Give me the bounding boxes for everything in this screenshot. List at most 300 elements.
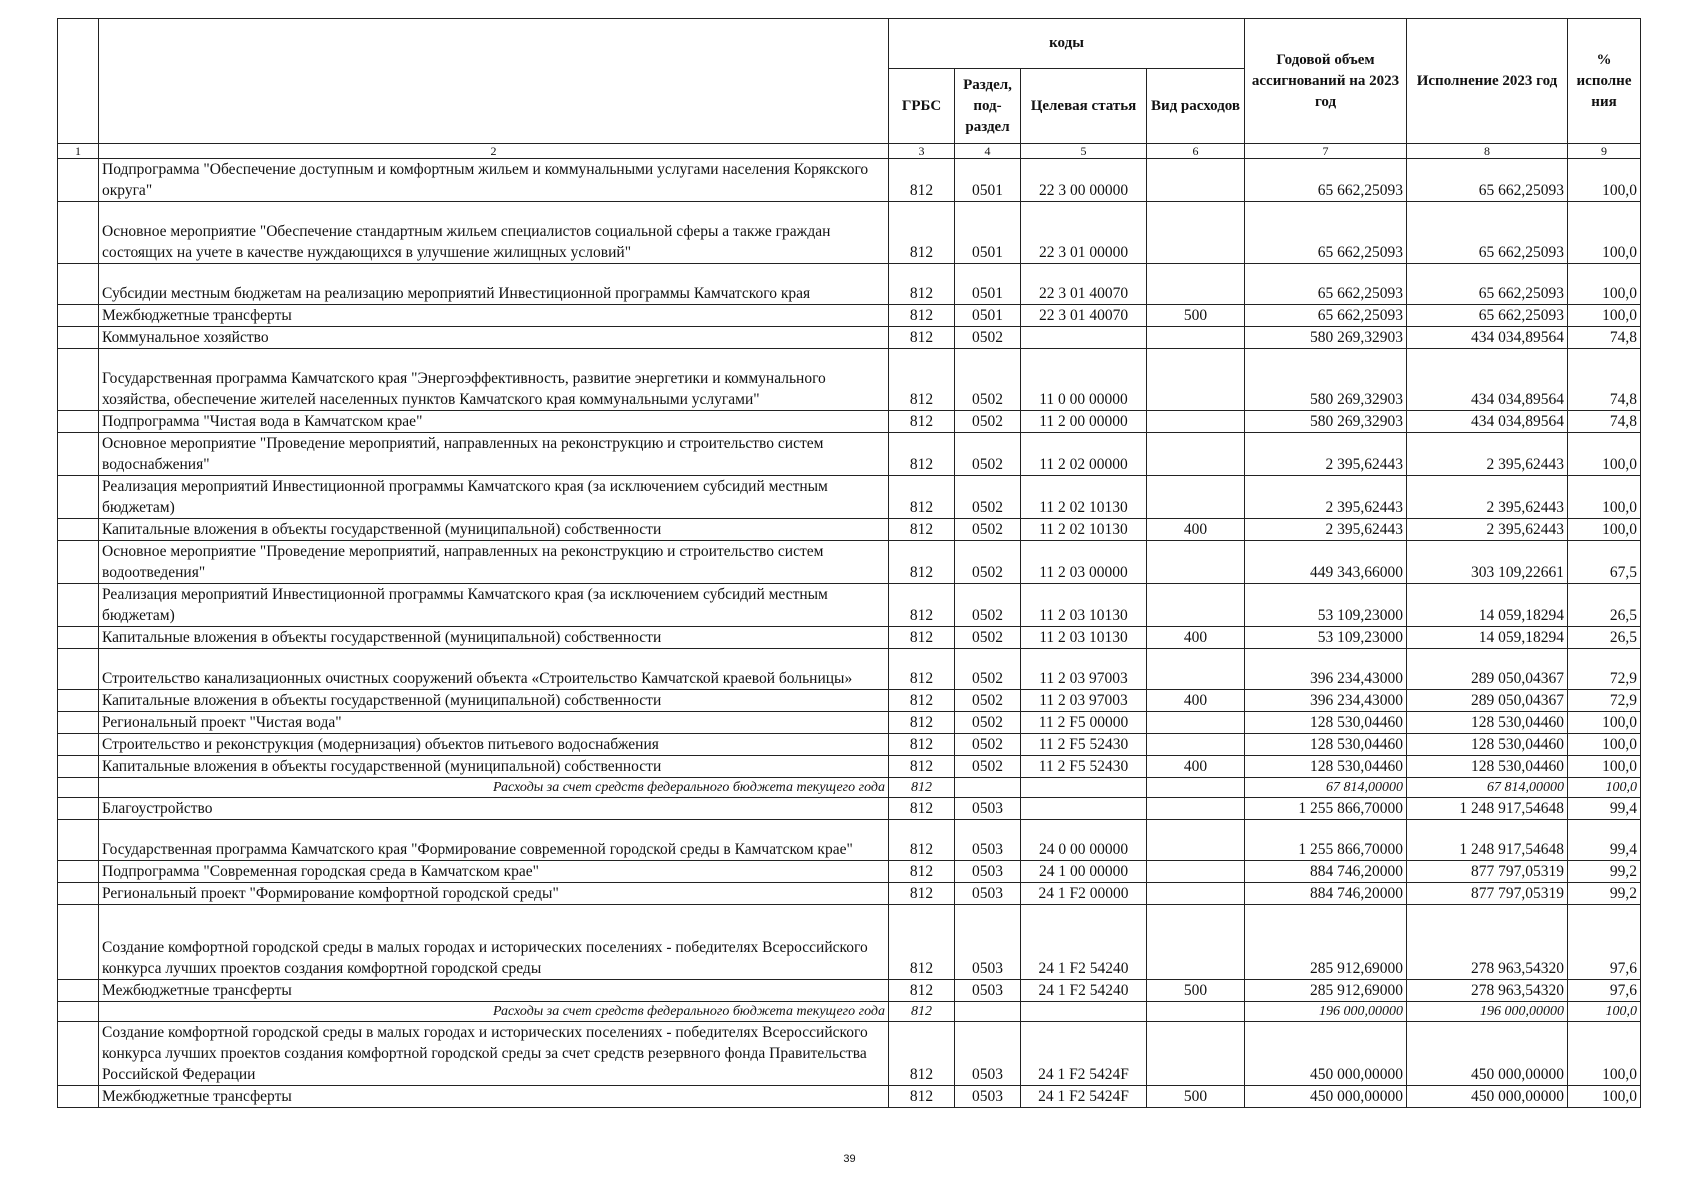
row-section: 0503 xyxy=(955,861,1021,883)
row-target-article: 11 2 F5 52430 xyxy=(1021,734,1147,756)
table-row xyxy=(58,905,1641,980)
row-name: Основное мероприятие "Проведение мероприятий, направленных на реконструкцию и строительство систем водоотведения" xyxy=(99,541,889,584)
row-annual-volume: 2 395,62443 xyxy=(1245,433,1407,476)
table-row xyxy=(58,519,1641,541)
row-section: 0502 xyxy=(955,756,1021,778)
row-percent: 100,0 xyxy=(1568,264,1641,305)
row-index-cell xyxy=(58,756,99,778)
row-execution: 128 530,04460 xyxy=(1407,756,1568,778)
row-section: 0503 xyxy=(955,883,1021,905)
row-expense-type xyxy=(1147,1022,1245,1086)
row-index-cell xyxy=(58,980,99,1002)
row-grbs: 812 xyxy=(889,433,955,476)
row-section: 0502 xyxy=(955,519,1021,541)
row-section: 0502 xyxy=(955,433,1021,476)
row-annual-volume: 396 234,43000 xyxy=(1245,649,1407,690)
row-target-article xyxy=(1021,778,1147,798)
row-section: 0502 xyxy=(955,690,1021,712)
header-target-article: Целевая статья xyxy=(1021,69,1147,144)
row-index-cell xyxy=(58,649,99,690)
row-annual-volume: 450 000,00000 xyxy=(1245,1086,1407,1108)
row-name: Создание комфортной городской среды в малых городах и исторических поселениях - победителях Всероссийского конкурса лучших проектов создания комфортной городской среды xyxy=(99,905,889,980)
row-name: Расходы за счет средств федерального бюджета текущего года xyxy=(99,778,889,798)
row-target-article: 22 3 01 40070 xyxy=(1021,264,1147,305)
row-expense-type xyxy=(1147,584,1245,627)
row-execution: 67 814,00000 xyxy=(1407,778,1568,798)
row-percent: 100,0 xyxy=(1568,159,1641,202)
row-name: Реализация мероприятий Инвестиционной программы Камчатского края (за исключением субсидий местным бюджетам) xyxy=(99,476,889,519)
row-index-cell xyxy=(58,202,99,264)
row-section: 0502 xyxy=(955,327,1021,349)
row-index-cell xyxy=(58,1002,99,1022)
header-percent: % исполне ния xyxy=(1568,19,1641,144)
row-grbs: 812 xyxy=(889,1086,955,1108)
row-target-article: 24 1 F2 5424F xyxy=(1021,1086,1147,1108)
row-expense-type xyxy=(1147,734,1245,756)
row-expense-type xyxy=(1147,820,1245,861)
row-expense-type xyxy=(1147,861,1245,883)
row-target-article: 24 1 F2 54240 xyxy=(1021,905,1147,980)
row-target-article: 11 0 00 00000 xyxy=(1021,349,1147,411)
header-annual-volume: Годовой объем ассигнований на 2023 год xyxy=(1245,19,1407,144)
row-annual-volume: 580 269,32903 xyxy=(1245,327,1407,349)
row-execution: 128 530,04460 xyxy=(1407,734,1568,756)
row-section: 0502 xyxy=(955,712,1021,734)
row-expense-type xyxy=(1147,476,1245,519)
row-execution: 65 662,25093 xyxy=(1407,264,1568,305)
row-percent: 99,4 xyxy=(1568,820,1641,861)
row-annual-volume: 285 912,69000 xyxy=(1245,905,1407,980)
row-expense-type xyxy=(1147,541,1245,584)
row-expense-type: 400 xyxy=(1147,756,1245,778)
row-index-cell xyxy=(58,584,99,627)
table-row xyxy=(58,734,1641,756)
row-execution: 877 797,05319 xyxy=(1407,883,1568,905)
row-grbs: 812 xyxy=(889,734,955,756)
row-grbs: 812 xyxy=(889,159,955,202)
table-row xyxy=(58,649,1641,690)
row-name: Капитальные вложения в объекты государственной (муниципальной) собственности xyxy=(99,519,889,541)
header-blank-1 xyxy=(58,19,99,144)
row-execution: 450 000,00000 xyxy=(1407,1086,1568,1108)
row-percent: 74,8 xyxy=(1568,349,1641,411)
row-name: Расходы за счет средств федерального бюджета текущего года xyxy=(99,1002,889,1022)
row-annual-volume: 65 662,25093 xyxy=(1245,159,1407,202)
row-name: Капитальные вложения в объекты государственной (муниципальной) собственности xyxy=(99,756,889,778)
row-expense-type xyxy=(1147,159,1245,202)
row-annual-volume: 396 234,43000 xyxy=(1245,690,1407,712)
header-section: Раздел, под-раздел xyxy=(955,69,1021,144)
row-section: 0503 xyxy=(955,798,1021,820)
row-section: 0502 xyxy=(955,734,1021,756)
row-index-cell xyxy=(58,778,99,798)
row-index-cell xyxy=(58,627,99,649)
row-expense-type: 400 xyxy=(1147,690,1245,712)
row-section: 0502 xyxy=(955,411,1021,433)
row-expense-type xyxy=(1147,778,1245,798)
row-grbs: 812 xyxy=(889,649,955,690)
row-target-article: 11 2 03 97003 xyxy=(1021,690,1147,712)
row-annual-volume: 1 255 866,70000 xyxy=(1245,798,1407,820)
row-execution: 303 109,22661 xyxy=(1407,541,1568,584)
row-target-article: 11 2 00 00000 xyxy=(1021,411,1147,433)
table-body xyxy=(58,159,1641,1108)
row-index-cell xyxy=(58,476,99,519)
row-expense-type xyxy=(1147,411,1245,433)
row-execution: 14 059,18294 xyxy=(1407,627,1568,649)
row-execution: 289 050,04367 xyxy=(1407,690,1568,712)
row-name: Подпрограмма "Современная городская среда в Камчатском крае" xyxy=(99,861,889,883)
row-annual-volume: 1 255 866,70000 xyxy=(1245,820,1407,861)
table-row xyxy=(58,349,1641,411)
row-grbs: 812 xyxy=(889,476,955,519)
header-blank-2 xyxy=(99,19,889,144)
row-expense-type xyxy=(1147,349,1245,411)
row-execution: 65 662,25093 xyxy=(1407,305,1568,327)
row-percent: 74,8 xyxy=(1568,327,1641,349)
row-annual-volume: 580 269,32903 xyxy=(1245,411,1407,433)
row-percent: 72,9 xyxy=(1568,649,1641,690)
row-execution: 877 797,05319 xyxy=(1407,861,1568,883)
row-target-article: 24 1 00 00000 xyxy=(1021,861,1147,883)
row-section: 0502 xyxy=(955,476,1021,519)
table-row xyxy=(58,305,1641,327)
row-name: Государственная программа Камчатского края "Энергоэффективность, развитие энергетики и коммунального хозяйства, обеспечение жителей населенных пунктов Камчатского края коммунальными услугами" xyxy=(99,349,889,411)
table-row xyxy=(58,264,1641,305)
table-row xyxy=(58,327,1641,349)
row-execution: 278 963,54320 xyxy=(1407,905,1568,980)
table-row xyxy=(58,433,1641,476)
table-row xyxy=(58,202,1641,264)
row-expense-type xyxy=(1147,202,1245,264)
row-target-article: 22 3 01 00000 xyxy=(1021,202,1147,264)
column-number: 8 xyxy=(1407,144,1568,159)
table-row xyxy=(58,798,1641,820)
column-number: 7 xyxy=(1245,144,1407,159)
row-percent: 100,0 xyxy=(1568,305,1641,327)
row-name: Региональный проект "Чистая вода" xyxy=(99,712,889,734)
row-grbs: 812 xyxy=(889,883,955,905)
row-grbs: 812 xyxy=(889,820,955,861)
row-index-cell xyxy=(58,861,99,883)
row-execution: 2 395,62443 xyxy=(1407,433,1568,476)
row-target-article: 24 1 F2 00000 xyxy=(1021,883,1147,905)
row-index-cell xyxy=(58,883,99,905)
row-target-article: 22 3 01 40070 xyxy=(1021,305,1147,327)
row-name: Подпрограмма "Чистая вода в Камчатском крае" xyxy=(99,411,889,433)
row-name: Основное мероприятие "Проведение мероприятий, направленных на реконструкцию и строительство систем водоснабжения" xyxy=(99,433,889,476)
row-grbs: 812 xyxy=(889,327,955,349)
row-percent: 100,0 xyxy=(1568,1002,1641,1022)
table-row xyxy=(58,756,1641,778)
row-name: Капитальные вложения в объекты государственной (муниципальной) собственности xyxy=(99,627,889,649)
header-expense-type: Вид расходов xyxy=(1147,69,1245,144)
row-section: 0501 xyxy=(955,305,1021,327)
row-annual-volume: 65 662,25093 xyxy=(1245,305,1407,327)
row-target-article xyxy=(1021,1002,1147,1022)
row-percent: 26,5 xyxy=(1568,584,1641,627)
header-execution: Исполнение 2023 год xyxy=(1407,19,1568,144)
row-expense-type xyxy=(1147,712,1245,734)
budget-execution-table xyxy=(57,18,1641,1108)
header-grbs: ГРБС xyxy=(889,69,955,144)
row-target-article: 11 2 03 10130 xyxy=(1021,627,1147,649)
row-annual-volume: 449 343,66000 xyxy=(1245,541,1407,584)
row-name: Строительство канализационных очистных сооружений объекта «Строительство Камчатской краевой больницы» xyxy=(99,649,889,690)
row-grbs: 812 xyxy=(889,584,955,627)
row-target-article: 24 0 00 00000 xyxy=(1021,820,1147,861)
row-name: Коммунальное хозяйство xyxy=(99,327,889,349)
row-expense-type xyxy=(1147,1002,1245,1022)
row-expense-type xyxy=(1147,327,1245,349)
row-annual-volume: 128 530,04460 xyxy=(1245,712,1407,734)
row-annual-volume: 53 109,23000 xyxy=(1245,627,1407,649)
row-name: Основное мероприятие "Обеспечение стандартным жильем специалистов социальной сферы а также граждан состоящих на учете в качестве нуждающихся в улучшение жилищных условий" xyxy=(99,202,889,264)
table-row xyxy=(58,980,1641,1002)
row-annual-volume: 580 269,32903 xyxy=(1245,349,1407,411)
row-execution: 289 050,04367 xyxy=(1407,649,1568,690)
row-target-article: 11 2 03 00000 xyxy=(1021,541,1147,584)
row-annual-volume: 53 109,23000 xyxy=(1245,584,1407,627)
budget-table-sheet xyxy=(57,18,1640,1108)
column-number-row xyxy=(58,144,1641,159)
row-grbs: 812 xyxy=(889,756,955,778)
row-grbs: 812 xyxy=(889,778,955,798)
table-row xyxy=(58,411,1641,433)
row-target-article xyxy=(1021,798,1147,820)
row-annual-volume: 128 530,04460 xyxy=(1245,756,1407,778)
row-name: Межбюджетные трансферты xyxy=(99,1086,889,1108)
row-name: Реализация мероприятий Инвестиционной программы Камчатского края (за исключением субсидий местным бюджетам) xyxy=(99,584,889,627)
row-name: Межбюджетные трансферты xyxy=(99,980,889,1002)
row-annual-volume: 65 662,25093 xyxy=(1245,264,1407,305)
row-index-cell xyxy=(58,159,99,202)
row-target-article: 11 2 F5 00000 xyxy=(1021,712,1147,734)
row-section: 0502 xyxy=(955,349,1021,411)
row-name: Государственная программа Камчатского края "Формирование современной городской среды в Камчатском крае" xyxy=(99,820,889,861)
row-annual-volume: 196 000,00000 xyxy=(1245,1002,1407,1022)
row-section: 0503 xyxy=(955,905,1021,980)
row-index-cell xyxy=(58,519,99,541)
row-execution: 2 395,62443 xyxy=(1407,476,1568,519)
table-row xyxy=(58,712,1641,734)
row-expense-type xyxy=(1147,433,1245,476)
row-annual-volume: 67 814,00000 xyxy=(1245,778,1407,798)
row-annual-volume: 2 395,62443 xyxy=(1245,519,1407,541)
row-section xyxy=(955,1002,1021,1022)
column-number: 4 xyxy=(955,144,1021,159)
row-grbs: 812 xyxy=(889,905,955,980)
row-percent: 97,6 xyxy=(1568,905,1641,980)
row-execution: 65 662,25093 xyxy=(1407,159,1568,202)
row-section: 0501 xyxy=(955,159,1021,202)
table-row xyxy=(58,1022,1641,1086)
row-expense-type: 500 xyxy=(1147,980,1245,1002)
row-grbs: 812 xyxy=(889,798,955,820)
row-index-cell xyxy=(58,327,99,349)
page-number: 39 xyxy=(843,1153,856,1165)
column-number: 1 xyxy=(58,144,99,159)
row-name: Строительство и реконструкция (модернизация) объектов питьевого водоснабжения xyxy=(99,734,889,756)
row-index-cell xyxy=(58,349,99,411)
row-percent: 100,0 xyxy=(1568,476,1641,519)
column-number: 6 xyxy=(1147,144,1245,159)
row-grbs: 812 xyxy=(889,202,955,264)
row-execution: 1 248 917,54648 xyxy=(1407,820,1568,861)
row-name: Региональный проект "Формирование комфортной городской среды" xyxy=(99,883,889,905)
row-percent: 100,0 xyxy=(1568,1022,1641,1086)
row-percent: 72,9 xyxy=(1568,690,1641,712)
row-percent: 97,6 xyxy=(1568,980,1641,1002)
table-row xyxy=(58,1086,1641,1108)
row-execution: 14 059,18294 xyxy=(1407,584,1568,627)
row-index-cell xyxy=(58,798,99,820)
row-annual-volume: 884 746,20000 xyxy=(1245,883,1407,905)
row-target-article: 22 3 00 00000 xyxy=(1021,159,1147,202)
row-target-article: 11 2 02 10130 xyxy=(1021,519,1147,541)
row-grbs: 812 xyxy=(889,519,955,541)
row-index-cell xyxy=(58,905,99,980)
row-section: 0503 xyxy=(955,820,1021,861)
row-expense-type: 500 xyxy=(1147,305,1245,327)
row-grbs: 812 xyxy=(889,411,955,433)
row-percent: 100,0 xyxy=(1568,778,1641,798)
row-annual-volume: 450 000,00000 xyxy=(1245,1022,1407,1086)
row-section: 0502 xyxy=(955,627,1021,649)
row-index-cell xyxy=(58,690,99,712)
row-name: Создание комфортной городской среды в малых городах и исторических поселениях - победителях Всероссийского конкурса лучших проектов создания комфортной городской среды за счет средств резервного фонда Правительства Российской Федерации xyxy=(99,1022,889,1086)
row-grbs: 812 xyxy=(889,690,955,712)
row-expense-type xyxy=(1147,905,1245,980)
row-target-article: 11 2 03 97003 xyxy=(1021,649,1147,690)
row-percent: 100,0 xyxy=(1568,1086,1641,1108)
row-index-cell xyxy=(58,433,99,476)
table-row xyxy=(58,159,1641,202)
row-section: 0503 xyxy=(955,1022,1021,1086)
row-section xyxy=(955,778,1021,798)
column-number: 2 xyxy=(99,144,889,159)
row-annual-volume: 128 530,04460 xyxy=(1245,734,1407,756)
row-name: Капитальные вложения в объекты государственной (муниципальной) собственности xyxy=(99,690,889,712)
table-row xyxy=(58,476,1641,519)
row-expense-type xyxy=(1147,798,1245,820)
row-percent: 100,0 xyxy=(1568,756,1641,778)
row-annual-volume: 884 746,20000 xyxy=(1245,861,1407,883)
row-grbs: 812 xyxy=(889,1002,955,1022)
row-expense-type: 500 xyxy=(1147,1086,1245,1108)
row-section: 0502 xyxy=(955,541,1021,584)
row-percent: 99,2 xyxy=(1568,883,1641,905)
row-expense-type xyxy=(1147,264,1245,305)
row-name: Субсидии местным бюджетам на реализацию мероприятий Инвестиционной программы Камчатского края xyxy=(99,264,889,305)
row-execution: 450 000,00000 xyxy=(1407,1022,1568,1086)
row-target-article: 24 1 F2 54240 xyxy=(1021,980,1147,1002)
row-target-article: 11 2 02 10130 xyxy=(1021,476,1147,519)
row-annual-volume: 65 662,25093 xyxy=(1245,202,1407,264)
row-name: Благоустройство xyxy=(99,798,889,820)
row-target-article: 24 1 F2 5424F xyxy=(1021,1022,1147,1086)
row-percent: 99,2 xyxy=(1568,861,1641,883)
table-row xyxy=(58,1002,1641,1022)
row-section: 0502 xyxy=(955,584,1021,627)
table-row xyxy=(58,690,1641,712)
table-row xyxy=(58,541,1641,584)
table-row xyxy=(58,778,1641,798)
row-index-cell xyxy=(58,541,99,584)
header-codes: коды xyxy=(889,19,1245,69)
row-section: 0502 xyxy=(955,649,1021,690)
row-percent: 26,5 xyxy=(1568,627,1641,649)
row-index-cell xyxy=(58,1086,99,1108)
column-number: 5 xyxy=(1021,144,1147,159)
row-grbs: 812 xyxy=(889,305,955,327)
row-execution: 434 034,89564 xyxy=(1407,349,1568,411)
row-section: 0503 xyxy=(955,980,1021,1002)
table-row xyxy=(58,820,1641,861)
row-percent: 99,4 xyxy=(1568,798,1641,820)
row-grbs: 812 xyxy=(889,541,955,584)
row-execution: 434 034,89564 xyxy=(1407,327,1568,349)
table-row xyxy=(58,627,1641,649)
row-expense-type: 400 xyxy=(1147,519,1245,541)
row-target-article: 11 2 F5 52430 xyxy=(1021,756,1147,778)
row-expense-type xyxy=(1147,649,1245,690)
row-grbs: 812 xyxy=(889,264,955,305)
row-section: 0501 xyxy=(955,264,1021,305)
row-execution: 1 248 917,54648 xyxy=(1407,798,1568,820)
row-execution: 196 000,00000 xyxy=(1407,1002,1568,1022)
row-index-cell xyxy=(58,820,99,861)
row-execution: 278 963,54320 xyxy=(1407,980,1568,1002)
row-percent: 67,5 xyxy=(1568,541,1641,584)
row-name: Подпрограмма "Обеспечение доступным и комфортным жильем и коммунальными услугами населения Корякского округа" xyxy=(99,159,889,202)
row-index-cell xyxy=(58,712,99,734)
row-expense-type xyxy=(1147,883,1245,905)
row-percent: 100,0 xyxy=(1568,202,1641,264)
row-execution: 434 034,89564 xyxy=(1407,411,1568,433)
row-index-cell xyxy=(58,264,99,305)
row-percent: 100,0 xyxy=(1568,519,1641,541)
row-index-cell xyxy=(58,734,99,756)
row-name: Межбюджетные трансферты xyxy=(99,305,889,327)
row-grbs: 812 xyxy=(889,1022,955,1086)
row-percent: 100,0 xyxy=(1568,433,1641,476)
row-percent: 100,0 xyxy=(1568,734,1641,756)
row-index-cell xyxy=(58,305,99,327)
row-section: 0503 xyxy=(955,1086,1021,1108)
row-section: 0501 xyxy=(955,202,1021,264)
row-execution: 2 395,62443 xyxy=(1407,519,1568,541)
row-grbs: 812 xyxy=(889,349,955,411)
row-target-article: 11 2 03 10130 xyxy=(1021,584,1147,627)
row-expense-type: 400 xyxy=(1147,627,1245,649)
table-row xyxy=(58,861,1641,883)
row-annual-volume: 2 395,62443 xyxy=(1245,476,1407,519)
row-index-cell xyxy=(58,411,99,433)
row-target-article: 11 2 02 00000 xyxy=(1021,433,1147,476)
row-grbs: 812 xyxy=(889,712,955,734)
row-grbs: 812 xyxy=(889,861,955,883)
column-number: 3 xyxy=(889,144,955,159)
row-grbs: 812 xyxy=(889,627,955,649)
column-number: 9 xyxy=(1568,144,1641,159)
row-annual-volume: 285 912,69000 xyxy=(1245,980,1407,1002)
row-execution: 128 530,04460 xyxy=(1407,712,1568,734)
row-index-cell xyxy=(58,1022,99,1086)
row-target-article xyxy=(1021,327,1147,349)
row-percent: 100,0 xyxy=(1568,712,1641,734)
table-row xyxy=(58,584,1641,627)
